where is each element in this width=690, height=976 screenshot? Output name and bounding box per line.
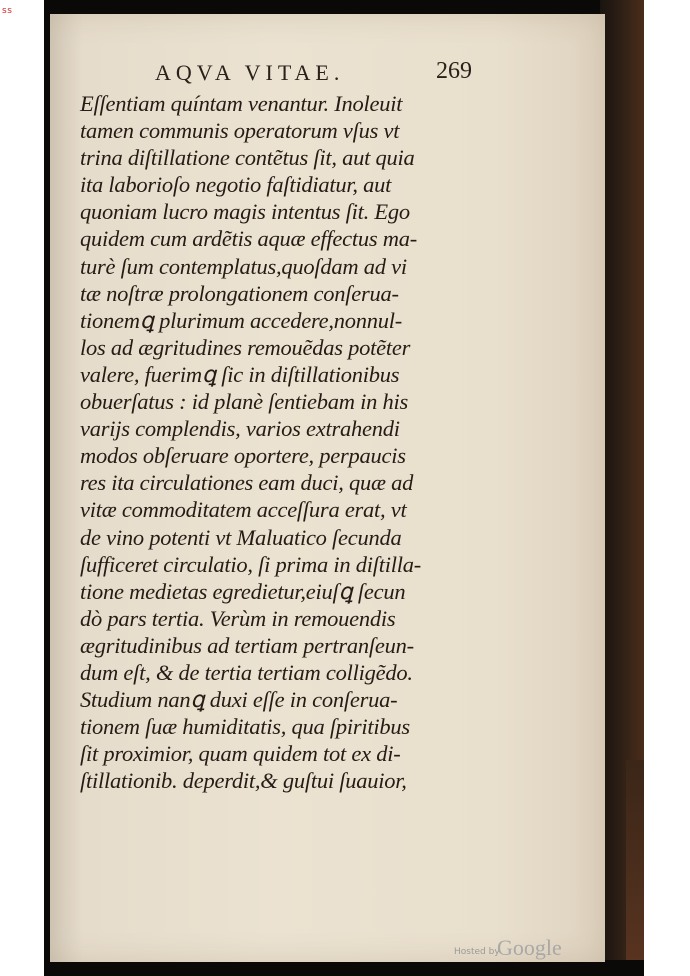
text-line: quidem cum ardẽtis aquæ effectus ma- [80, 226, 417, 252]
text-line: ita laborioſo negotio faſtidiatur, aut [80, 172, 392, 198]
text-line: varijs complendis, varios extrahendi [80, 416, 400, 442]
text-line: res ita circulationes eam duci, quæ ad [80, 470, 414, 496]
text-line: turè ſum contemplatus,quoſdam ad vi [80, 253, 407, 279]
text-line: Studium nanꝗ duxi eſſe in conſerua- [80, 687, 398, 713]
text-line: tamen communis operatorum vſus vt [80, 118, 400, 144]
running-head: AQVA VITAE. [155, 60, 345, 85]
text-line: obuerſatus : id planè ſentiebam in his [80, 389, 408, 415]
google-watermark: Google [497, 935, 562, 960]
text-line: tæ noſtræ prolongationem conſerua- [80, 280, 399, 306]
book-edge-bottom [44, 960, 644, 976]
text-line: Eſſentiam quíntam venantur. Inoleuit [80, 91, 403, 116]
scan-margin-left [0, 0, 49, 976]
text-line: dò pars tertia. Verùm in remouendis [80, 605, 396, 631]
text-line: ſufficeret circulatio, ſi prima in diſtilla- [80, 551, 422, 577]
body-text [80, 90, 510, 794]
text-line: de vino potenti vt Maluatico ſecunda [80, 524, 402, 550]
text-line: tionem ſuæ humiditatis, qua ſpiritibus [80, 714, 410, 740]
page-number: 269 [436, 58, 472, 84]
text-line: dum eſt, & de tertia tertiam colligẽdo. [80, 659, 413, 685]
text-line: tionemꝗ plurimum accedere,nonnul- [80, 307, 402, 333]
text-line: vitæ commoditatem acceſſura erat, vt [80, 497, 407, 523]
hosted-by-label: Hosted by [454, 947, 500, 957]
text-line: ægritudinibus ad tertiam pertranſeun- [80, 632, 414, 658]
text-line: ſtillationib. deperdit,& guſtui ſuauior, [80, 768, 407, 794]
text-line: ſit proximior, quam quidem tot ex di- [80, 741, 401, 767]
book-cover-edge [626, 760, 644, 976]
text-line: modos obſeruare oportere, perpaucis [80, 443, 406, 469]
scan-tag: ss [2, 6, 13, 16]
text-line: valere, fuerimꝗ ſic in diſtillationibus [80, 361, 400, 387]
text-line: trina diſtillatione contẽtus ſit, aut quia [80, 145, 415, 171]
text-line: los ad ægritudines remouẽdas potẽter [80, 334, 411, 360]
text-line: tione medietas egredietur,eiuſꝗ ſecun [80, 578, 406, 604]
text-line: quoniam lucro magis intentus ſit. Ego [80, 199, 410, 225]
